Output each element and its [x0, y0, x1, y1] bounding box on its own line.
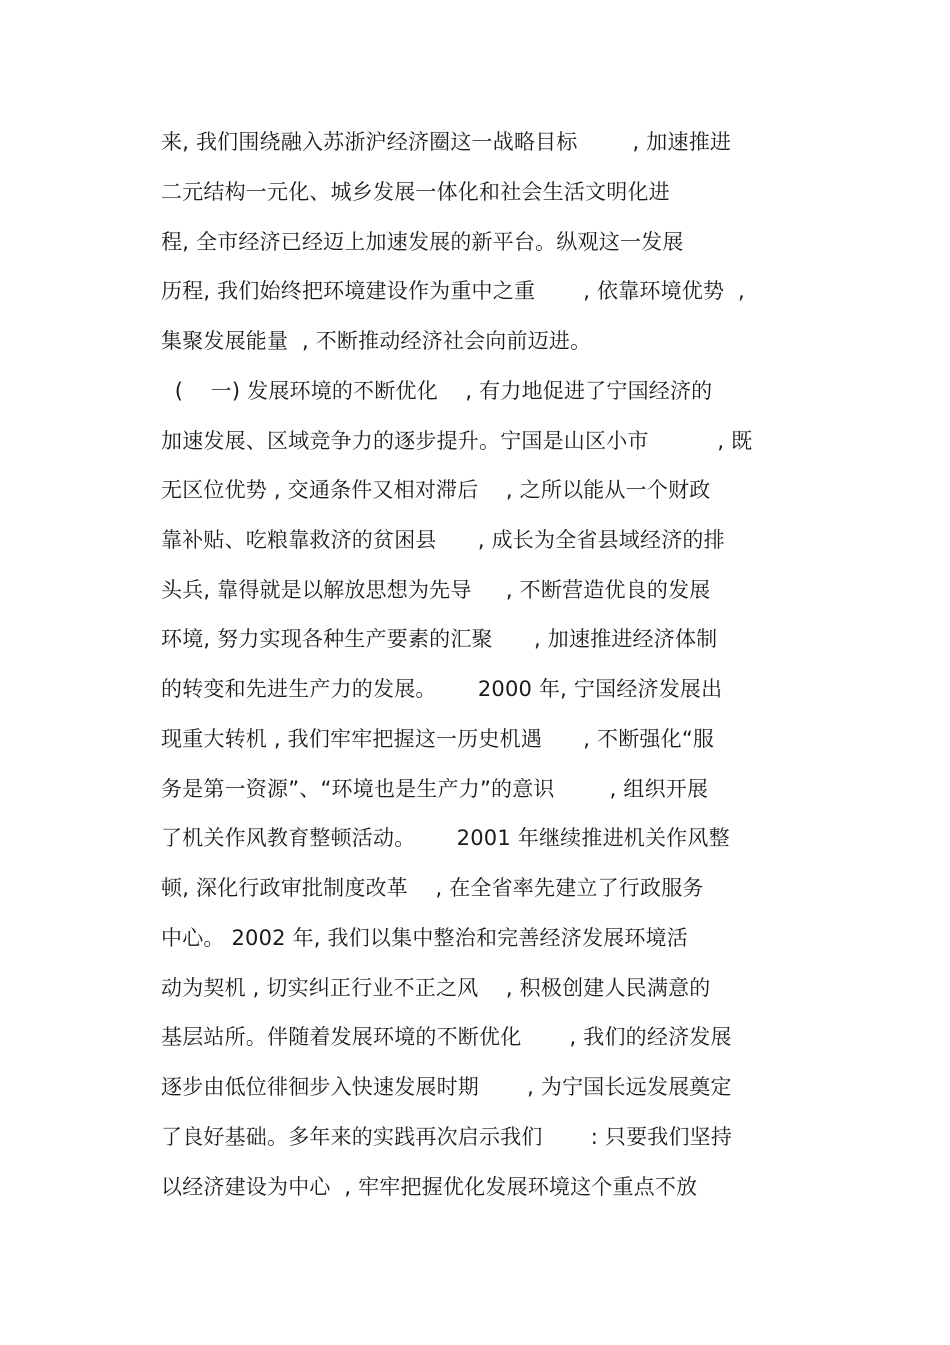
text-line: 的转变和先进生产力的发展。 2000 年, 宁国经济发展出	[161, 677, 723, 701]
text-line: 顿, 深化行政审批制度改革 , 在全省率先建立了行政服务	[161, 876, 704, 900]
text-line: 二元结构一元化、城乡发展一体化和社会生活文明化进	[161, 180, 670, 204]
text-line: 无区位优势 , 交通条件又相对滞后 , 之所以能从一个财政	[161, 478, 711, 502]
text-line: ( 一) 发展环境的不断优化 , 有力地促进了宁国经济的	[161, 379, 713, 403]
text-line: 动为契机 , 切实纠正行业不正之风 , 积极创建人民满意的	[161, 976, 711, 1000]
text-line: 加速发展、区域竞争力的逐步提升。宁国是山区小市 , 既	[161, 429, 753, 453]
text-line: 务是第一资源”、“环境也是生产力”的意识 , 组织开展	[161, 777, 709, 801]
text-line: 靠补贴、吃粮靠救济的贫困县 , 成长为全省县域经济的排	[161, 528, 725, 552]
text-line: 了良好基础。多年来的实践再次启示我们 : 只要我们坚持	[161, 1125, 733, 1149]
text-line: 逐步由低位徘徊步入快速发展时期 , 为宁国长远发展奠定	[161, 1075, 732, 1099]
text-line: 集聚发展能量 , 不断推动经济社会向前迈进。	[161, 329, 592, 353]
text-line: 历程, 我们始终把环境建设作为重中之重 , 依靠环境优势 ,	[161, 279, 745, 303]
text-line: 中心。 2002 年, 我们以集中整治和完善经济发展环境活	[161, 926, 688, 950]
text-line: 以经济建设为中心 , 牢牢把握优化发展环境这个重点不放	[161, 1175, 698, 1199]
text-line: 环境, 努力实现各种生产要素的汇聚 , 加速推进经济体制	[161, 627, 718, 651]
text-line: 来, 我们围绕融入苏浙沪经济圈这一战略目标 , 加速推进	[161, 130, 732, 154]
text-line: 了机关作风教育整顿活动。 2001 年继续推进机关作风整	[161, 826, 730, 850]
text-line: 程, 全市经济已经迈上加速发展的新平台。纵观这一发展	[161, 230, 684, 254]
text-line: 现重大转机 , 我们牢牢把握这一历史机遇 , 不断强化“服	[161, 727, 715, 751]
text-line: 基层站所。伴随着发展环境的不断优化 , 我们的经济发展	[161, 1025, 732, 1049]
text-line: 头兵, 靠得就是以解放思想为先导 , 不断营造优良的发展	[161, 578, 711, 602]
